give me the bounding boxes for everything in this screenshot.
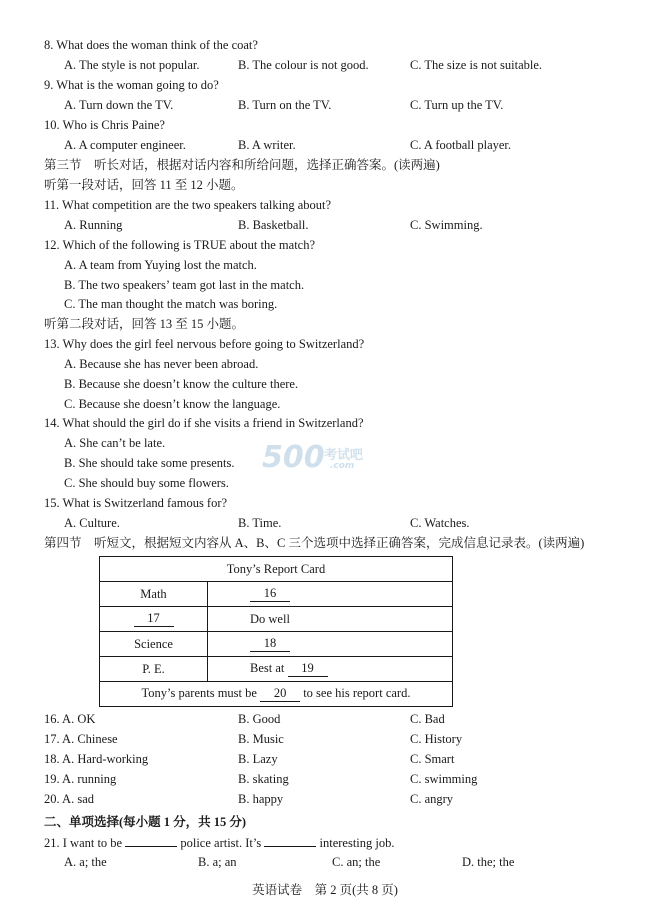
option-b: B. Basketball. [238,218,309,232]
report-row [100,607,453,632]
answer-choice: C. Bad [410,712,445,726]
report-subject: Science [100,632,208,657]
answer-choice: 17. A. Chinese [44,732,118,746]
blank-19: 19 [288,661,328,677]
answer-choice: B. Lazy [238,752,278,766]
report-value: Best at 19 [208,657,453,682]
blank-16: 16 [250,586,290,602]
option-b: B. A writer. [238,138,296,152]
watermark-logo: 500 考试吧 .com [262,440,364,475]
option-c: C. A football player. [410,138,512,152]
q21-option-a: A. a; the [64,855,107,869]
option-text: A. Because she has never been abroad. [64,357,259,371]
answer-choice: 16. A. OK [44,712,96,726]
option-b: B. Turn on the TV. [238,98,332,112]
option-c: C. The size is not suitable. [410,58,543,72]
report-row [100,582,453,607]
option-c: C. Swimming. [410,218,483,232]
section-heading: 听第一段对话，回答 11 至 12 小题。 [44,178,244,192]
blank-17: 17 [134,611,174,627]
option-text: C. She should buy some flowers. [64,476,229,490]
page-footer: 英语试卷 第 2 页(共 8 页) [252,883,398,897]
question-text: 14. What should the girl do if she visits a friend in Switzerland? [44,416,364,430]
question-text: 11. What competition are the two speakers talking about? [44,198,332,212]
section-heading: 第四节 听短文，根据短文内容从 A、B、C 三个选项中选择正确答案，完成信息记录表。(读两遍) [44,536,585,550]
question-text: 12. Which of the following is TRUE about the match? [44,238,316,252]
option-a: A. A computer engineer. [64,138,186,152]
part2-title: 二、单项选择(每小题 1 分，共 15 分) [44,815,247,829]
option-text: B. The two speakers’ team got last in the match. [64,278,305,292]
option-a: A. Culture. [64,516,120,530]
section-heading: 第三节 听长对话，根据对话内容和所给问题，选择正确答案。(读两遍) [44,158,440,172]
section-heading: 听第二段对话，回答 13 至 15 小题。 [44,317,245,331]
option-text: B. She should take some presents. [64,456,235,470]
answer-choice: B. Music [238,732,284,746]
answer-choice: 18. A. Hard-working [44,752,149,766]
report-value [208,632,453,657]
option-a: A. The style is not popular. [64,58,200,72]
answer-choice: B. happy [238,792,284,806]
report-card-footer: Tony’s parents must be 20 to see his report card. [100,682,453,707]
question-text: 13. Why does the girl feel nervous before going to Switzerland? [44,337,365,351]
option-text: C. Because she doesn’t know the language. [64,397,281,411]
report-subject: Math [100,582,208,607]
option-b: B. Time. [238,516,282,530]
report-subject: P. E. [100,657,208,682]
answer-choice: C. swimming [410,772,478,786]
option-a: A. Turn down the TV. [64,98,174,112]
answer-choice: C. History [410,732,463,746]
question-21: 21. I want to be police artist. It’s interesting job. [44,836,395,850]
option-text: A. A team from Yuying lost the match. [64,258,257,272]
q21-option-b: B. a; an [198,855,237,869]
answer-choice: B. skating [238,772,289,786]
option-text: C. The man thought the match was boring. [64,297,278,311]
answer-choice: 20. A. sad [44,792,94,806]
q21-option-d: D. the; the [462,855,515,869]
blank [264,834,316,847]
q21-option-c: C. an; the [332,855,381,869]
report-value: Do well [208,607,453,632]
blank-20: 20 [260,686,300,702]
option-text: B. Because she doesn’t know the culture there. [64,377,299,391]
report-subject [100,607,208,632]
answer-choice: B. Good [238,712,281,726]
report-card-table [99,556,453,707]
option-text: A. She can’t be late. [64,436,166,450]
question-text: 15. What is Switzerland famous for? [44,496,228,510]
option-a: A. Running [64,218,123,232]
answer-choice: 19. A. running [44,772,117,786]
report-row [100,657,453,682]
report-card-title: Tony’s Report Card [100,557,453,582]
question-text: 9. What is the woman going to do? [44,78,219,92]
blank [125,834,177,847]
report-value [208,582,453,607]
question-text: 10. Who is Chris Paine? [44,118,165,132]
answer-choice: C. Smart [410,752,455,766]
blank-18: 18 [250,636,290,652]
answer-choice: C. angry [410,792,454,806]
option-b: B. The colour is not good. [238,58,369,72]
question-text: 8. What does the woman think of the coat? [44,38,258,52]
option-c: C. Turn up the TV. [410,98,504,112]
report-row [100,632,453,657]
option-c: C. Watches. [410,516,470,530]
